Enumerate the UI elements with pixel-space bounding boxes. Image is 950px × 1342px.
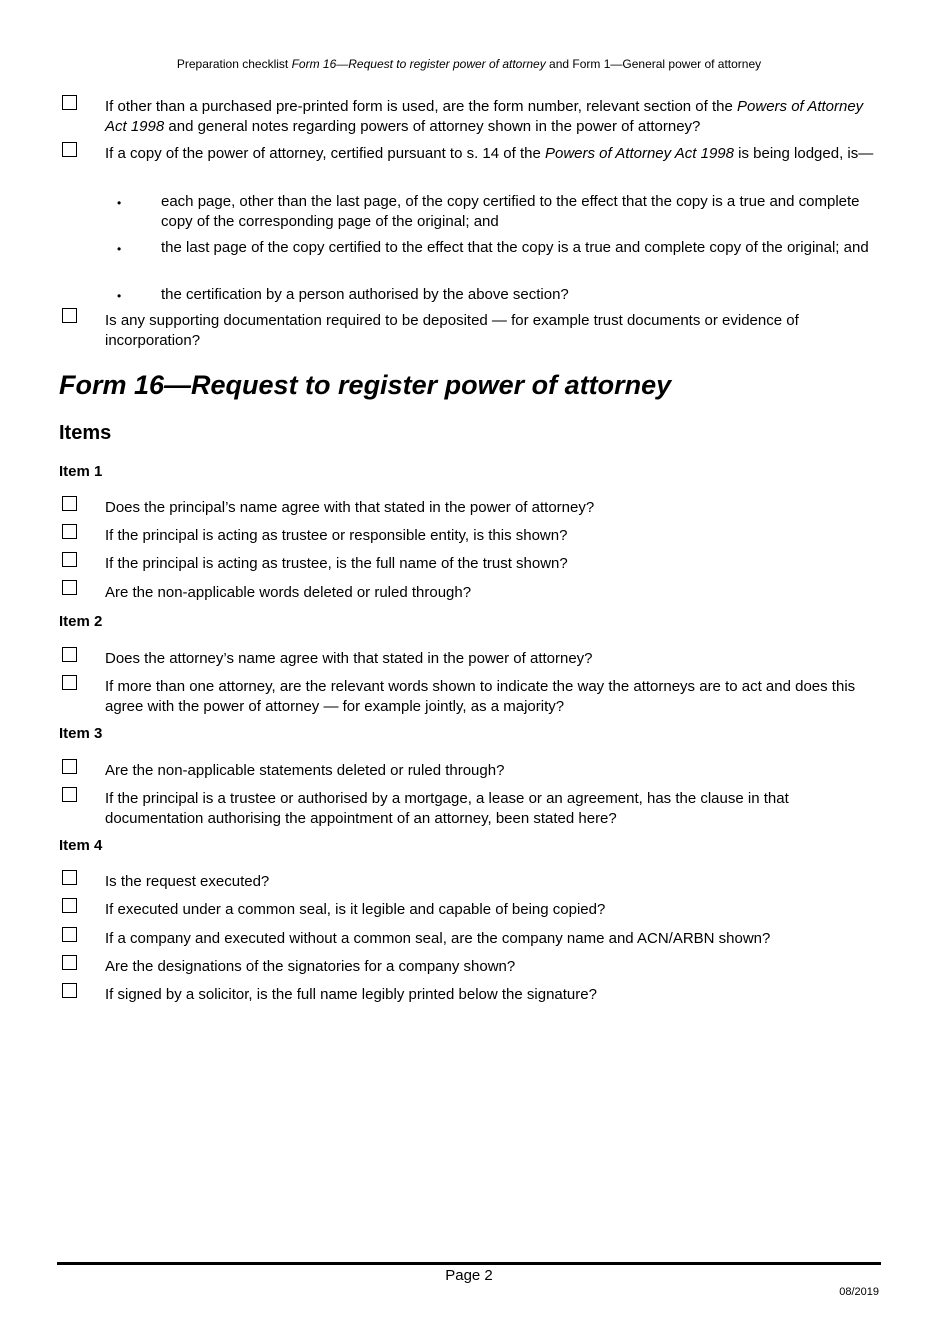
checkbox[interactable] [62,524,77,539]
check-text: Does the principal’s name agree with that stated in the power of attorney? [105,499,595,516]
check-text: If other than a purchased pre-printed form is used, are the form number, relevant section of the Powers of Attorney Act 1998 and general notes regarding powers of attorney shown in the power of attorney? [105,98,864,135]
section-title: Form 16—Request to register power of attorney [59,370,672,400]
checkbox[interactable] [62,870,77,885]
item-heading: Item 3 [59,725,103,742]
checkbox[interactable] [62,308,77,323]
check-text: If executed under a common seal, is it legible and capable of being copied? [105,901,606,918]
footer-rule [57,1262,881,1265]
bullet-icon: • [117,242,122,256]
check-text: If a copy of the power of attorney, certified pursuant to s. 14 of the Powers of Attorney Act 1998 is being lodged, is— [105,145,874,162]
check-text: If signed by a solicitor, is the full name legibly printed below the signature? [105,986,597,1003]
check-text: If the principal is a trustee or authorised by a mortgage, a lease or an agreement, has the clause in that documentation authorising the appointment of an attorney, been stated here? [105,790,789,827]
header-suffix: and Form 1—General power of attorney [549,57,762,71]
checkbox[interactable] [62,580,77,595]
bullet-text: each page, other than the last page, of the copy certified to the effect that the copy is a true and complete copy of the corresponding page of the original; and [161,193,860,230]
checkbox[interactable] [62,142,77,157]
checkbox[interactable] [62,675,77,690]
checkbox[interactable] [62,898,77,913]
check-text: Is the request executed? [105,873,270,890]
bullet-text: the certification by a person authorised by the above section? [161,286,569,303]
item-heading: Item 2 [59,613,103,630]
bullet-icon: • [117,289,122,303]
checkbox[interactable] [62,496,77,511]
section-subtitle: Items [59,422,112,444]
bullet-icon: • [117,196,122,210]
check-text: Are the designations of the signatories for a company shown? [105,958,516,975]
bullet-text: the last page of the copy certified to the effect that the copy is a true and complete copy of the original; and [161,239,869,256]
checkbox[interactable] [62,955,77,970]
checkbox[interactable] [62,95,77,110]
check-text: If more than one attorney, are the relevant words shown to indicate the way the attorneys are to act and does this agree with the power of attorney — for example jointly, as a majority? [105,678,856,715]
check-text: Does the attorney’s name agree with that stated in the power of attorney? [105,650,593,667]
revision-date: 08/2019 [839,1286,879,1298]
check-text: Is any supporting documentation required to be deposited — for example trust documents or evidence of incorporation? [105,312,799,349]
checkbox[interactable] [62,787,77,802]
check-text: Are the non-applicable statements deleted or ruled through? [105,762,505,779]
check-text: If the principal is acting as trustee or responsible entity, is this shown? [105,527,568,544]
page-number: Page 2 [445,1267,493,1284]
checkbox[interactable] [62,927,77,942]
checkbox[interactable] [62,759,77,774]
check-text: If a company and executed without a common seal, are the company name and ACN/ARBN shown? [105,930,771,947]
header-form16-title: Form 16—Request to register power of attorney [291,57,546,71]
item-heading: Item 1 [59,463,103,480]
checkbox[interactable] [62,647,77,662]
check-text: Are the non-applicable words deleted or ruled through? [105,584,472,601]
item-heading: Item 4 [59,837,103,854]
running-header [0,57,938,72]
check-text: If the principal is acting as trustee, is the full name of the trust shown? [105,555,568,572]
header-prefix: Preparation checklist [176,57,289,71]
checkbox[interactable] [62,983,77,998]
checkbox[interactable] [62,552,77,567]
